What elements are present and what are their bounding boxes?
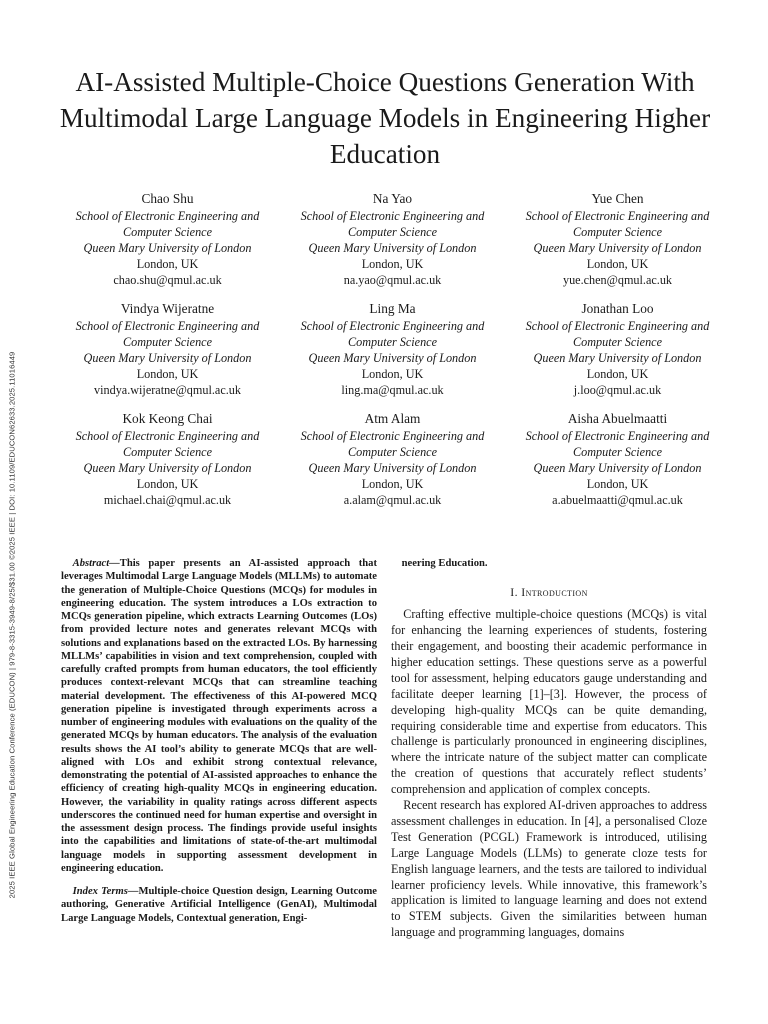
author-name: Kok Keong Chai	[122, 411, 213, 426]
author-card	[505, 191, 730, 288]
author-location: London, UK	[136, 257, 199, 271]
author-name: Aisha Abuelmaatti	[567, 411, 668, 426]
author-affiliation: Computer Science	[122, 445, 212, 459]
abstract-text: This paper presents an AI-assisted approach that leverages Multimodal Large Language Models (MLLMs) to automate the generation of Multiple-Choice Questions (MCQs) for modules in engineering education. The system introduces a LOs extraction to MCQs generation pipeline, which extracts Learning Outcomes (LOs) from provided lecture notes and generates relevant MCQs with solutions and explanations based on the extracted LOs. By harnessing MLLMs’ capabilities in vision and text comprehension, coupled with carefully crafted prompts from human educators, the tool efficiently produces context-relevant MCQs that can streamline teaching material development. The effectiveness of this AI-powered MCQ generation pipeline is investigated through experiments across a number of engineering modules with evaluations on the quality of the generated MCQs by human educators. The analysis of the evaluation results shows the AI tool’s ability to generate MCQs that are well-aligned with LOs and exhibit strong contextual relevance, demonstrating the potential of AI-assisted approaches to enhance the efficiency of creating high-quality MCQs in engineering education. However, the variability in quality ratings across different aspects underscores the continued need for human expertise and oversight in the assessment design process. The findings provide useful insights into the capabilities and limitations of state-of-the-art multimodal language models in supporting assessment development in engineering education.	[61, 558, 377, 874]
author-location: London, UK	[361, 367, 424, 381]
author-location: London, UK	[586, 257, 649, 271]
author-card	[280, 301, 505, 398]
author-affiliation: School of Electronic Engineering and	[300, 319, 485, 333]
author-affiliation: School of Electronic Engineering and	[525, 429, 710, 443]
author-university: Queen Mary University of London	[533, 461, 702, 475]
author-email: a.alam@qmul.ac.uk	[343, 493, 442, 507]
author-email: michael.chai@qmul.ac.uk	[103, 493, 232, 507]
author-university: Queen Mary University of London	[308, 241, 477, 255]
author-card	[55, 191, 280, 288]
author-name: Yue Chen	[591, 191, 644, 206]
author-affiliation: School of Electronic Engineering and	[525, 209, 710, 223]
author-card	[280, 191, 505, 288]
author-affiliation: School of Electronic Engineering and	[75, 319, 260, 333]
index-terms-label: Index Terms—	[72, 886, 139, 897]
author-affiliation: School of Electronic Engineering and	[525, 319, 710, 333]
author-card	[55, 411, 280, 508]
author-card	[505, 301, 730, 398]
author-affiliation: Computer Science	[347, 225, 437, 239]
author-university: Queen Mary University of London	[83, 461, 252, 475]
author-email: yue.chen@qmul.ac.uk	[562, 273, 673, 287]
author-university: Queen Mary University of London	[533, 241, 702, 255]
author-location: London, UK	[136, 477, 199, 491]
right-column	[391, 557, 707, 941]
author-affiliation: Computer Science	[122, 335, 212, 349]
author-location: London, UK	[586, 477, 649, 491]
author-location: London, UK	[361, 257, 424, 271]
index-terms-paragraph	[61, 885, 377, 925]
author-name: Na Yao	[372, 191, 413, 206]
author-email: a.abuelmaatti@qmul.ac.uk	[552, 493, 683, 507]
author-affiliation: Computer Science	[347, 445, 437, 459]
author-email: j.loo@qmul.ac.uk	[573, 383, 662, 397]
author-university: Queen Mary University of London	[308, 351, 477, 365]
author-card	[280, 411, 505, 508]
author-location: London, UK	[136, 367, 199, 381]
conference-sidebar	[2, 295, 22, 955]
author-card	[505, 411, 730, 508]
index-terms-text: Multiple-choice Question design, Learning Outcome authoring, Generative Artificial Intelligence (GenAI), Multimodal Large Language Models, Contextual generation, Engi-	[61, 886, 377, 924]
abstract-paragraph	[61, 557, 377, 875]
section-heading-introduction: I. Introduction	[510, 585, 588, 600]
author-location: London, UK	[361, 477, 424, 491]
author-university: Queen Mary University of London	[533, 351, 702, 365]
author-location: London, UK	[586, 367, 649, 381]
author-card	[55, 301, 280, 398]
paper-title: AI-Assisted Multiple-Choice Questions Generation With Multimodal Large Language Models in Engineering Higher Education	[59, 67, 711, 169]
author-email: vindya.wijeratne@qmul.ac.uk	[94, 383, 241, 397]
author-affiliation: Computer Science	[347, 335, 437, 349]
author-affiliation: School of Electronic Engineering and	[75, 209, 260, 223]
author-email: chao.shu@qmul.ac.uk	[113, 273, 222, 287]
author-university: Queen Mary University of London	[308, 461, 477, 475]
author-affiliation: Computer Science	[572, 445, 662, 459]
index-terms-continuation: neering Education.	[401, 558, 488, 569]
author-affiliation: Computer Science	[122, 225, 212, 239]
author-name: Vindya Wijeratne	[120, 301, 215, 316]
author-email: na.yao@qmul.ac.uk	[343, 273, 442, 287]
author-university: Queen Mary University of London	[83, 241, 252, 255]
author-name: Jonathan Loo	[581, 301, 654, 316]
left-column	[61, 557, 377, 925]
author-affiliation: School of Electronic Engineering and	[75, 429, 260, 443]
author-name: Ling Ma	[369, 301, 416, 316]
abstract-label: Abstract—	[72, 558, 120, 569]
intro-paragraph-2: Recent research has explored AI-driven approaches to address assessment challenges in education. In [4], a personalised Cloze Test Generation (PCGL) Framework is introduced, utilising Large Language Models (LLMs) to generate cloze tests for English language learners, and the tests are tailored to individual learner proficiency levels. While innovative, this framework’s application is limited to language learning and does not extend to STEM subjects. Given the similarities between human language and programming languages, domains	[391, 798, 707, 940]
author-name: Chao Shu	[141, 191, 194, 206]
author-university: Queen Mary University of London	[83, 351, 252, 365]
author-affiliation: School of Electronic Engineering and	[300, 429, 485, 443]
author-affiliation: Computer Science	[572, 225, 662, 239]
author-email: ling.ma@qmul.ac.uk	[341, 383, 444, 397]
intro-paragraph-1: Crafting effective multiple-choice questions (MCQs) is vital for enhancing the learning experiences of students, fostering their engagement, and boosting their academic performance in higher education settings. These questions serve as a powerful tool for assessment, helping educators gauge understanding and facilitate deeper learning [1]–[3]. However, the process of developing high-quality MCQs can be quite demanding, requiring considerable time and expertise from educators. This challenge is particularly pronounced in engineering disciplines, where the intricate nature of the subject matter can complicate the creation of questions that accurately reflect students’ comprehension and application of complex concepts.	[391, 607, 707, 797]
doi-sidebar-text: 2025 IEEE Global Engineering Education Conference (EDUCON) | 979-8-3315-3949-8/25/$31.00 ©2025 IEEE | DOI: 10.1109/EDUCON62633.2025.11016449	[7, 351, 17, 899]
author-affiliation: Computer Science	[572, 335, 662, 349]
author-name: Atm Alam	[364, 411, 421, 426]
author-block	[55, 191, 730, 508]
author-affiliation: School of Electronic Engineering and	[300, 209, 485, 223]
